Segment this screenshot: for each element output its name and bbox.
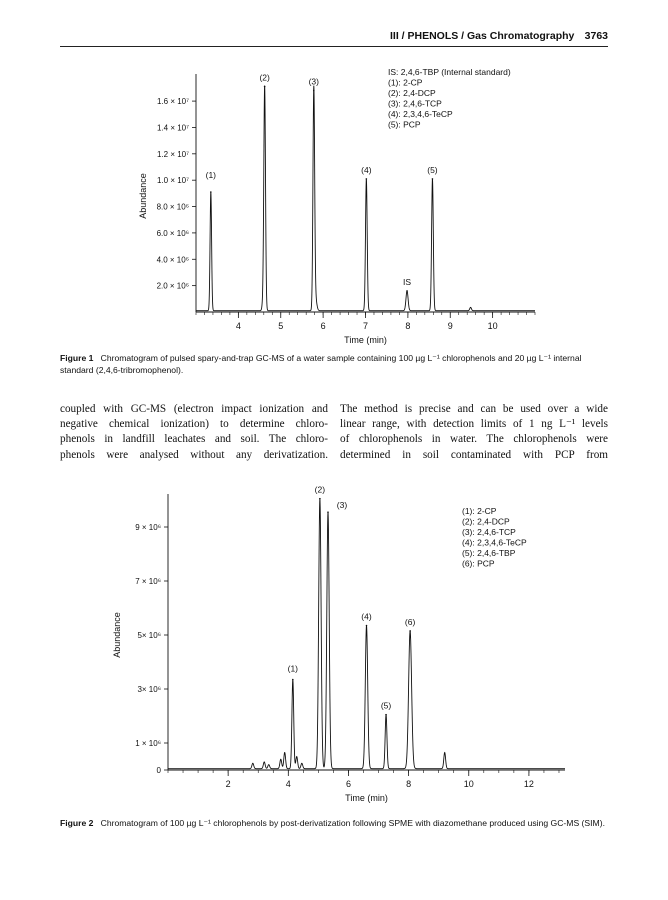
fig2-y-tick-label: 5× 10⁶ (137, 631, 161, 640)
running-header-title: III / PHENOLS / Gas Chromatography (390, 30, 575, 42)
figure-2-label: Figure 2 (60, 818, 94, 828)
figure-1-caption (60, 352, 608, 376)
fig2-peak-apex (409, 630, 411, 632)
fig1-peak-apex (313, 90, 315, 92)
fig1-legend-entry: (1): 2-CP (388, 77, 423, 88)
fig2-y-axis-title: Abundance (112, 612, 122, 658)
fig2-y-tick-label: 7 × 10⁶ (135, 577, 161, 586)
fig2-peak-apex (385, 714, 387, 716)
body-text-line: negative chemical ionization) to determine chloro- (60, 418, 328, 431)
page-number: 3763 (584, 30, 608, 42)
fig1-x-tick-label: 4 (235, 321, 241, 331)
fig2-x-axis-title: Time (min) (345, 793, 388, 803)
fig2-peak-apex (292, 679, 294, 681)
fig1-y-tick-label: 1.0 × 10⁷ (156, 176, 189, 186)
fig1-y-tick-label: 6.0 × 10⁶ (156, 228, 189, 238)
figure-2-chromatogram (0, 478, 668, 818)
fig2-peak-label: (2) (314, 484, 326, 495)
fig1-y-tick-label: 1.2 × 10⁷ (156, 149, 189, 159)
fig2-x-tick-label: 6 (345, 779, 351, 789)
figure-1-caption-text: Chromatogram of pulsed spary-and-trap GC-MS of a water sample containing 100 µg L⁻¹ chlorophenols and 20 µg L⁻¹ internal standard (2,4,6-tribromophenol). (60, 353, 582, 375)
fig1-x-tick-label: 7 (362, 321, 369, 331)
body-text-line: coupled with GC-MS (electron impact ionization and (60, 403, 328, 415)
fig1-peak-label: IS (403, 276, 412, 287)
fig2-x-tick-label: 8 (406, 779, 412, 789)
fig1-x-tick-label: 10 (487, 321, 498, 331)
fig2-legend-entry: (6): PCP (462, 558, 495, 569)
fig2-legend-entry: (4): 2,3,4,6-TeCP (462, 537, 527, 548)
fig1-peak-apex (406, 290, 408, 292)
body-text-line: phenols in landfill leachates and soil. The chloro- (60, 433, 328, 446)
fig2-peak-apex (327, 511, 329, 513)
fig2-y-tick-label: 0 (156, 766, 161, 775)
fig1-legend-entry: (5): PCP (388, 119, 421, 130)
fig1-x-axis-title: Time (min) (344, 335, 387, 345)
body-text-right-column (340, 402, 608, 463)
fig2-peak-apex (366, 625, 368, 627)
fig1-x-tick-label: 9 (447, 321, 453, 331)
fig1-peak-label: (1) (205, 170, 217, 181)
fig1-x-tick-label: 8 (405, 321, 411, 331)
body-text (60, 402, 608, 466)
fig2-x-tick-label: 10 (463, 779, 474, 789)
figure-1-chromatogram (0, 60, 668, 360)
fig1-y-tick-label: 4.0 × 10⁶ (156, 255, 189, 265)
body-text-left-column (60, 402, 328, 463)
body-text-line: linear range, with detection limits of 1 ng L⁻¹ levels (340, 418, 608, 431)
fig2-peak-label: (3) (336, 500, 348, 511)
fig1-legend-entry: IS: 2,4,6-TBP (Internal standard) (388, 67, 511, 77)
figure-2-caption-text: Chromatogram of 100 µg L⁻¹ chlorophenols by post-derivatization following SPME with diazomethane produced using GC-MS (SIM). (100, 818, 605, 828)
fig1-legend-entry: (4): 2,3,4,6-TeCP (388, 109, 453, 119)
running-header (390, 30, 608, 44)
fig1-peak-apex (264, 86, 266, 88)
header-rule (60, 46, 608, 47)
fig1-peak-label: (2) (259, 72, 270, 83)
fig1-legend-entry: (2): 2,4-DCP (388, 88, 436, 98)
fig1-x-tick-label: 6 (320, 321, 326, 331)
figure-1-label: Figure 1 (60, 353, 94, 363)
fig1-peak-label: (4) (361, 164, 372, 175)
body-text-line: phenols were analysed without any derivatization. (60, 448, 328, 461)
body-text-line: determined in soil contaminated with PCP from (340, 448, 608, 461)
fig1-peak-apex (210, 191, 212, 193)
fig2-x-tick-label: 12 (523, 779, 534, 789)
fig1-legend-entry: (3): 2,4,6-TCP (388, 98, 442, 109)
fig1-y-tick-label: 2.0 × 10⁶ (156, 281, 189, 291)
fig1-y-axis-title: Abundance (138, 173, 148, 219)
fig1-y-tick-label: 8.0 × 10⁶ (156, 202, 189, 212)
fig2-x-tick-label: 4 (285, 779, 291, 789)
fig2-peak-apex (319, 498, 321, 500)
fig1-peak-label: (3) (308, 76, 319, 87)
fig1-y-tick-label: 1.4 × 10⁷ (156, 123, 189, 133)
fig1-trace (196, 86, 535, 311)
fig1-x-tick-label: 5 (278, 321, 284, 331)
fig2-peak-label: (5) (380, 700, 392, 711)
fig1-peak-apex (432, 178, 434, 180)
body-text-line: of chlorophenols in water. The chlorophenols were (340, 433, 608, 446)
fig2-peak-label: (1) (287, 663, 299, 674)
fig2-y-tick-label: 3× 10⁶ (137, 685, 161, 694)
fig1-peak-apex (366, 178, 368, 180)
fig2-legend-entry: (3): 2,4,6-TCP (462, 527, 516, 537)
fig2-y-tick-label: 9 × 10⁶ (135, 523, 161, 532)
fig1-peak-label: (5) (427, 164, 438, 175)
fig1-y-tick-label: 1.6 × 10⁷ (156, 97, 189, 107)
fig2-y-tick-label: 1 × 10⁶ (135, 739, 161, 748)
fig2-peak-label: (6) (404, 616, 416, 627)
body-text-line: The method is precise and can be used over a wide (340, 403, 608, 415)
fig2-legend-entry: (2): 2,4-DCP (462, 516, 510, 527)
figure-2-caption (60, 817, 608, 829)
fig2-x-tick-label: 2 (225, 779, 231, 789)
fig2-legend-entry: (5): 2,4,6-TBP (462, 548, 516, 558)
fig2-legend-entry: (1): 2-CP (462, 506, 497, 516)
fig2-peak-label: (4) (361, 611, 372, 622)
